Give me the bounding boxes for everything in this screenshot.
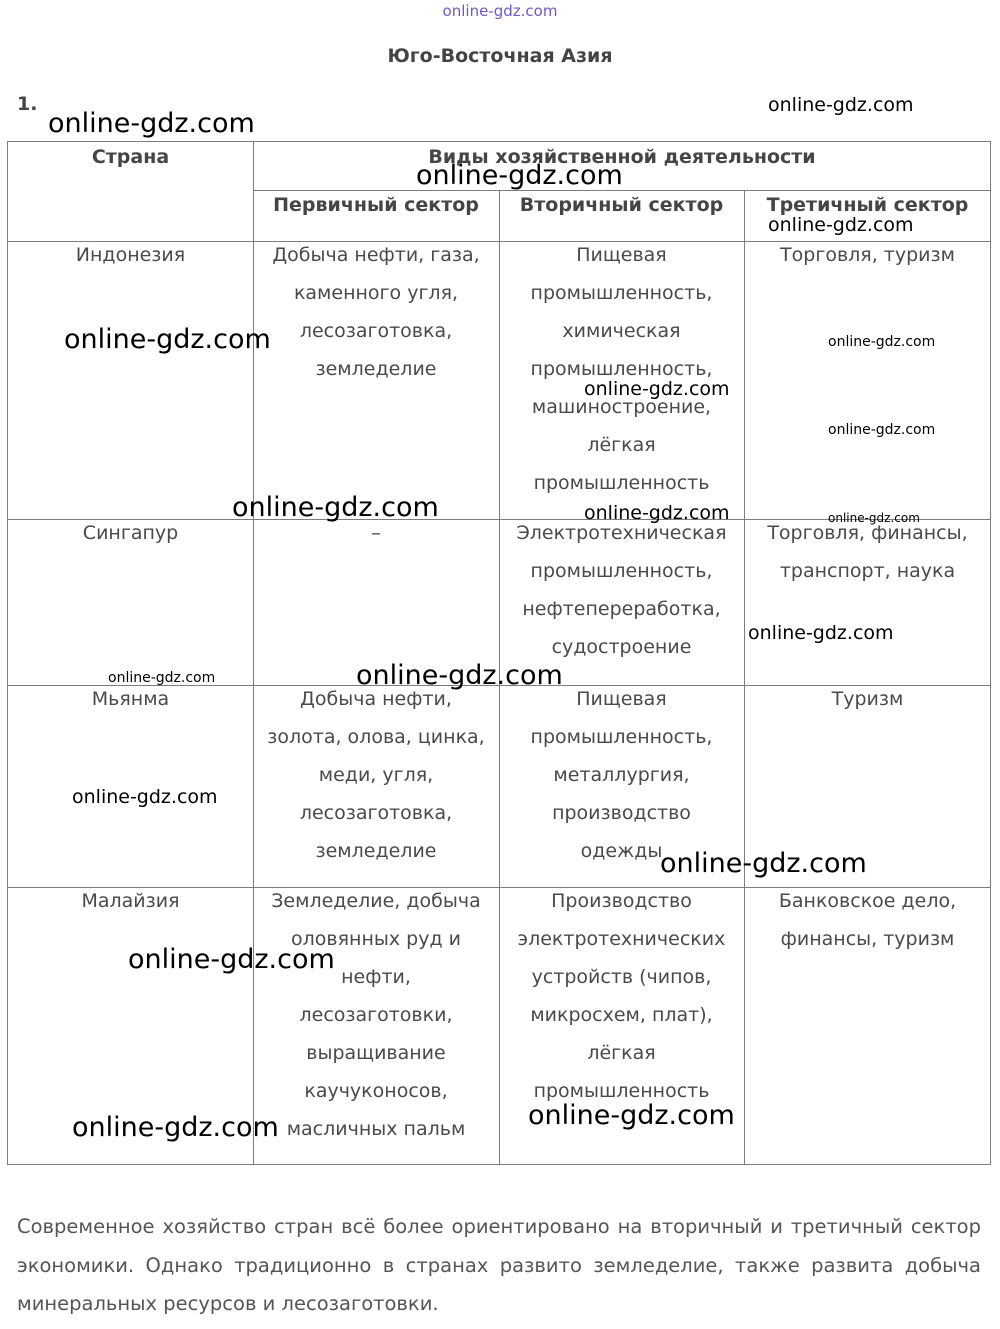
cell-line: Туризм	[831, 688, 904, 710]
cell-line: Производство	[551, 890, 692, 912]
watermark: online-gdz.com	[108, 670, 216, 686]
table-row-country	[8, 882, 253, 920]
cell-line: промышленность	[533, 1080, 710, 1102]
cell-line: одежды	[580, 840, 663, 862]
table-row-country	[8, 236, 253, 274]
cell-tertiary	[744, 680, 991, 718]
cell-line: меди, угля,	[318, 764, 434, 786]
cell-line: оловянных руд и	[291, 928, 461, 950]
country-name: Мьянма	[91, 688, 170, 710]
cell-line: золота, олова, цинка,	[267, 726, 485, 748]
watermark: online-gdz.com	[72, 1112, 279, 1143]
cell-line: лесозаготовка,	[299, 802, 453, 824]
col-divider	[744, 191, 745, 1165]
cell-line: земледелие	[315, 840, 437, 862]
header-tertiary: Третичный сектор	[766, 194, 969, 216]
watermark: online-gdz.com	[72, 786, 218, 808]
cell-line: Торговля, туризм	[780, 244, 955, 266]
cell-line: выращивание	[306, 1042, 446, 1064]
cell-primary	[253, 882, 499, 1148]
task-number: 1.	[17, 93, 38, 115]
watermark: online-gdz.com	[828, 334, 936, 350]
watermark: online-gdz.com	[128, 944, 335, 975]
cell-line: Банковское дело,	[778, 890, 957, 912]
cell-line: Земледелие, добыча	[271, 890, 481, 912]
country-name: Индонезия	[75, 244, 186, 266]
cell-line: промышленность,	[530, 560, 713, 582]
cell-line: Пищевая	[576, 688, 667, 710]
cell-line: промышленность,	[530, 358, 713, 380]
cell-secondary	[499, 236, 744, 502]
watermark: online-gdz.com	[768, 94, 914, 116]
watermark: online-gdz.com	[356, 660, 563, 691]
cell-line: земледелие	[315, 358, 437, 380]
table-row-country	[8, 514, 253, 552]
watermark: online-gdz.com	[232, 492, 439, 523]
cell-tertiary	[744, 514, 991, 590]
cell-line: Торговля, финансы,	[767, 522, 968, 544]
country-name: Сингапур	[82, 522, 179, 544]
cell-line: машиностроение,	[531, 396, 712, 418]
cell-line: лёгкая	[587, 1042, 656, 1064]
cell-line: –	[371, 522, 381, 544]
cell-line: нефти,	[341, 966, 411, 988]
cell-line: лёгкая	[587, 434, 656, 456]
watermark: online-gdz.com	[584, 378, 730, 400]
cell-line: транспорт, наука	[779, 560, 956, 582]
cell-line: устройств (чипов,	[531, 966, 712, 988]
header-activities: Виды хозяйственной деятельности	[428, 146, 816, 168]
cell-line: Добыча нефти,	[300, 688, 452, 710]
top-watermark: online-gdz.com	[442, 2, 558, 20]
cell-tertiary	[744, 236, 991, 274]
cell-line: лесозаготовки,	[299, 1004, 453, 1026]
watermark: online-gdz.com	[416, 160, 623, 191]
cell-line: масличных пальм	[286, 1118, 466, 1140]
cell-line: промышленность	[533, 472, 710, 494]
watermark: online-gdz.com	[528, 1100, 735, 1131]
watermark: online-gdz.com	[828, 422, 936, 438]
cell-secondary	[499, 514, 744, 666]
cell-line: Добыча нефти, газа,	[272, 244, 480, 266]
watermark: online-gdz.com	[584, 502, 730, 524]
cell-line: промышленность,	[530, 726, 713, 748]
cell-line: химическая	[562, 320, 681, 342]
cell-line: финансы, туризм	[780, 928, 955, 950]
cell-line: каучуконосов,	[304, 1080, 448, 1102]
cell-line: Электротехническая	[516, 522, 727, 544]
cell-tertiary	[744, 882, 991, 958]
cell-line: лесозаготовка,	[299, 320, 453, 342]
cell-line: Пищевая	[576, 244, 667, 266]
cell-line: микросхем, плат),	[530, 1004, 713, 1026]
cell-secondary	[499, 882, 744, 1110]
header-primary: Первичный сектор	[273, 194, 479, 216]
header-secondary: Вторичный сектор	[519, 194, 724, 216]
watermark: online-gdz.com	[660, 848, 867, 879]
cell-line: нефтепереработка,	[522, 598, 721, 620]
watermark: online-gdz.com	[828, 511, 920, 525]
country-name: Малайзия	[81, 890, 180, 912]
cell-line: каменного угля,	[293, 282, 459, 304]
watermark: online-gdz.com	[48, 108, 255, 139]
page-title: Юго-Восточная Азия	[387, 45, 613, 67]
watermark: online-gdz.com	[768, 214, 914, 236]
watermark: online-gdz.com	[64, 324, 271, 355]
cell-line: электротехнических	[517, 928, 726, 950]
conclusion-paragraph: Современное хозяйство стран всё более ориентировано на вторичный и третичный сектор экономики. Однако традиционно в странах развито земледелие, также развита добыча минеральных ресурсов и лесозаготовки.	[17, 1215, 981, 1315]
watermark: online-gdz.com	[748, 622, 894, 644]
cell-line: производство	[552, 802, 691, 824]
cell-secondary	[499, 680, 744, 870]
cell-line: металлургия,	[553, 764, 690, 786]
header-country: Страна	[91, 146, 170, 168]
cell-line: судостроение	[551, 636, 692, 658]
cell-primary	[253, 236, 499, 388]
cell-line: промышленность,	[530, 282, 713, 304]
cell-primary	[253, 680, 499, 870]
economy-table	[7, 141, 991, 1165]
